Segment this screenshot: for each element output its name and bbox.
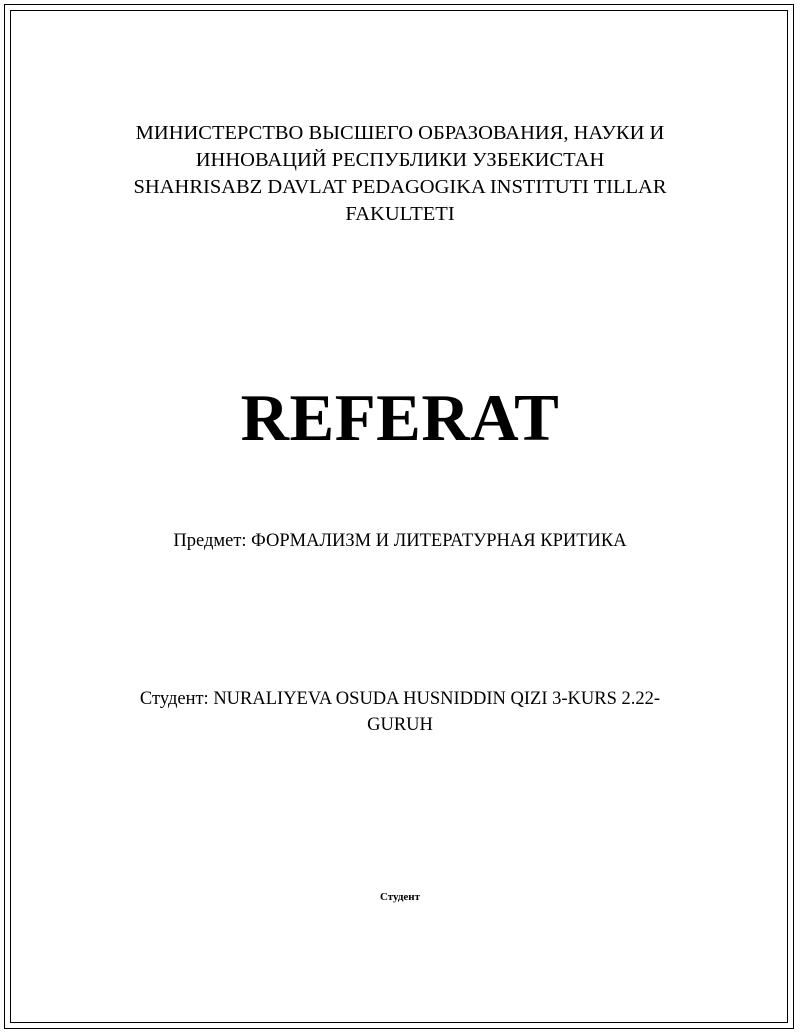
- header-line-3: SHAHRISABZ DAVLAT PEDAGOGIKA INSTITUTI TILLAR: [133, 176, 667, 198]
- institution-header: [80, 120, 720, 228]
- footer-label: Студент: [379, 891, 421, 903]
- student-line-2: GURUH: [367, 715, 433, 735]
- header-line-4: FAKULTETI: [345, 203, 455, 225]
- student-info: [110, 686, 690, 738]
- student-line-1: Студент: NURALIYEVA OSUDA HUSNIDDIN QIZI 3-KURS 2.22-: [139, 689, 661, 709]
- document-title: REFERAT: [240, 381, 560, 455]
- header-line-2: ИННОВАЦИЙ РЕСПУБЛИКИ УЗБЕКИСТАН: [195, 149, 605, 171]
- subject-line: Предмет: ФОРМАЛИЗМ И ЛИТЕРАТУРНАЯ КРИТИКА: [173, 531, 627, 551]
- header-line-1: МИНИСТЕРСТВО ВЫСШЕГО ОБРАЗОВАНИЯ, НАУКИ И: [135, 122, 665, 144]
